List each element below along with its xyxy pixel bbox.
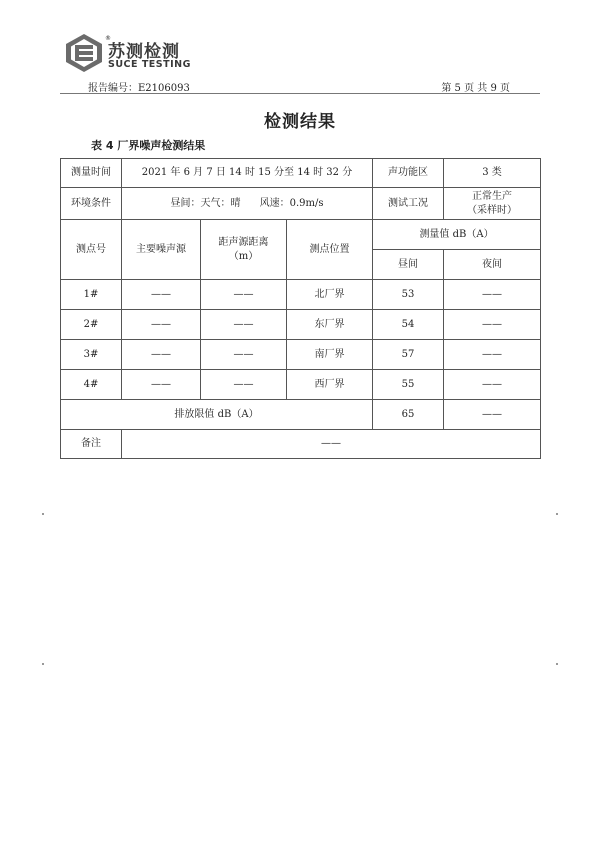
scan-speck xyxy=(556,513,558,515)
col-night: 夜间 xyxy=(444,250,541,280)
distance: —— xyxy=(201,280,287,310)
measure-time-value: 2021 年 6 月 7 日 14 时 15 分至 14 时 32 分 xyxy=(122,159,373,188)
noise-source: —— xyxy=(122,310,201,340)
work-label: 测试工况 xyxy=(373,188,444,220)
point-no: 3# xyxy=(61,340,122,370)
table-row xyxy=(61,188,541,220)
point-no: 2# xyxy=(61,310,122,340)
day-value: 54 xyxy=(373,310,444,340)
work-value xyxy=(444,188,541,220)
logo-chinese-name: 苏测检测 xyxy=(108,42,180,62)
position: 南厂界 xyxy=(287,340,373,370)
registered-mark: ® xyxy=(105,35,111,42)
report-number xyxy=(88,79,190,94)
table-caption: 表 4 厂界噪声检测结果 xyxy=(91,139,206,152)
table-row xyxy=(61,310,541,340)
zone-label: 声功能区 xyxy=(373,159,444,188)
noise-source: —— xyxy=(122,340,201,370)
col-source: 主要噪声源 xyxy=(122,220,201,280)
position: 北厂界 xyxy=(287,280,373,310)
noise-results-table xyxy=(60,158,541,459)
measure-time-label: 测量时间 xyxy=(61,159,122,188)
night-value: —— xyxy=(444,310,541,340)
scan-speck xyxy=(42,513,44,515)
remark-label: 备注 xyxy=(61,430,122,459)
suce-logo-icon xyxy=(64,33,104,73)
point-no: 4# xyxy=(61,370,122,400)
col-distance-line2: （m） xyxy=(228,250,259,262)
col-distance-line1: 距声源距离 xyxy=(218,236,269,248)
distance: —— xyxy=(201,370,287,400)
table-row xyxy=(61,340,541,370)
env-value: 昼间：天气：晴 风速：0.9m/s xyxy=(122,188,373,220)
noise-source: —— xyxy=(122,280,201,310)
position: 东厂界 xyxy=(287,310,373,340)
page-info: 第 5 页 共 9 页 xyxy=(441,83,510,94)
day-value: 55 xyxy=(373,370,444,400)
limit-day: 65 xyxy=(373,400,444,430)
position: 西厂界 xyxy=(287,370,373,400)
header-divider xyxy=(60,93,540,94)
table-row xyxy=(61,280,541,310)
distance: —— xyxy=(201,310,287,340)
col-position: 测点位置 xyxy=(287,220,373,280)
zone-value: 3 类 xyxy=(444,159,541,188)
day-value: 57 xyxy=(373,340,444,370)
work-value-line1: 正常生产 xyxy=(472,190,513,202)
point-no: 1# xyxy=(61,280,122,310)
col-point-no: 测点号 xyxy=(61,220,122,280)
col-day: 昼间 xyxy=(373,250,444,280)
limit-row xyxy=(61,400,541,430)
remark-row xyxy=(61,430,541,459)
report-number-label: 报告编号： xyxy=(88,83,138,94)
col-distance xyxy=(201,220,287,280)
remark-value: —— xyxy=(122,430,541,459)
distance: —— xyxy=(201,340,287,370)
work-value-line2: （采样时） xyxy=(467,204,518,216)
limit-label: 排放限值 dB（A） xyxy=(61,400,373,430)
night-value: —— xyxy=(444,340,541,370)
day-value: 53 xyxy=(373,280,444,310)
night-value: —— xyxy=(444,280,541,310)
page-title: 检测结果 xyxy=(264,112,336,132)
table-row xyxy=(61,370,541,400)
logo-english-name: SUCE TESTING xyxy=(108,59,191,70)
report-number-value: E2106093 xyxy=(138,83,190,94)
company-logo xyxy=(64,33,204,77)
limit-night: —— xyxy=(444,400,541,430)
table-row xyxy=(61,159,541,188)
env-label: 环境条件 xyxy=(61,188,122,220)
night-value: —— xyxy=(444,370,541,400)
col-measured: 测量值 dB（A） xyxy=(373,220,541,250)
scan-speck xyxy=(556,663,558,665)
table-header-row xyxy=(61,220,541,250)
scan-speck xyxy=(42,663,44,665)
noise-source: —— xyxy=(122,370,201,400)
